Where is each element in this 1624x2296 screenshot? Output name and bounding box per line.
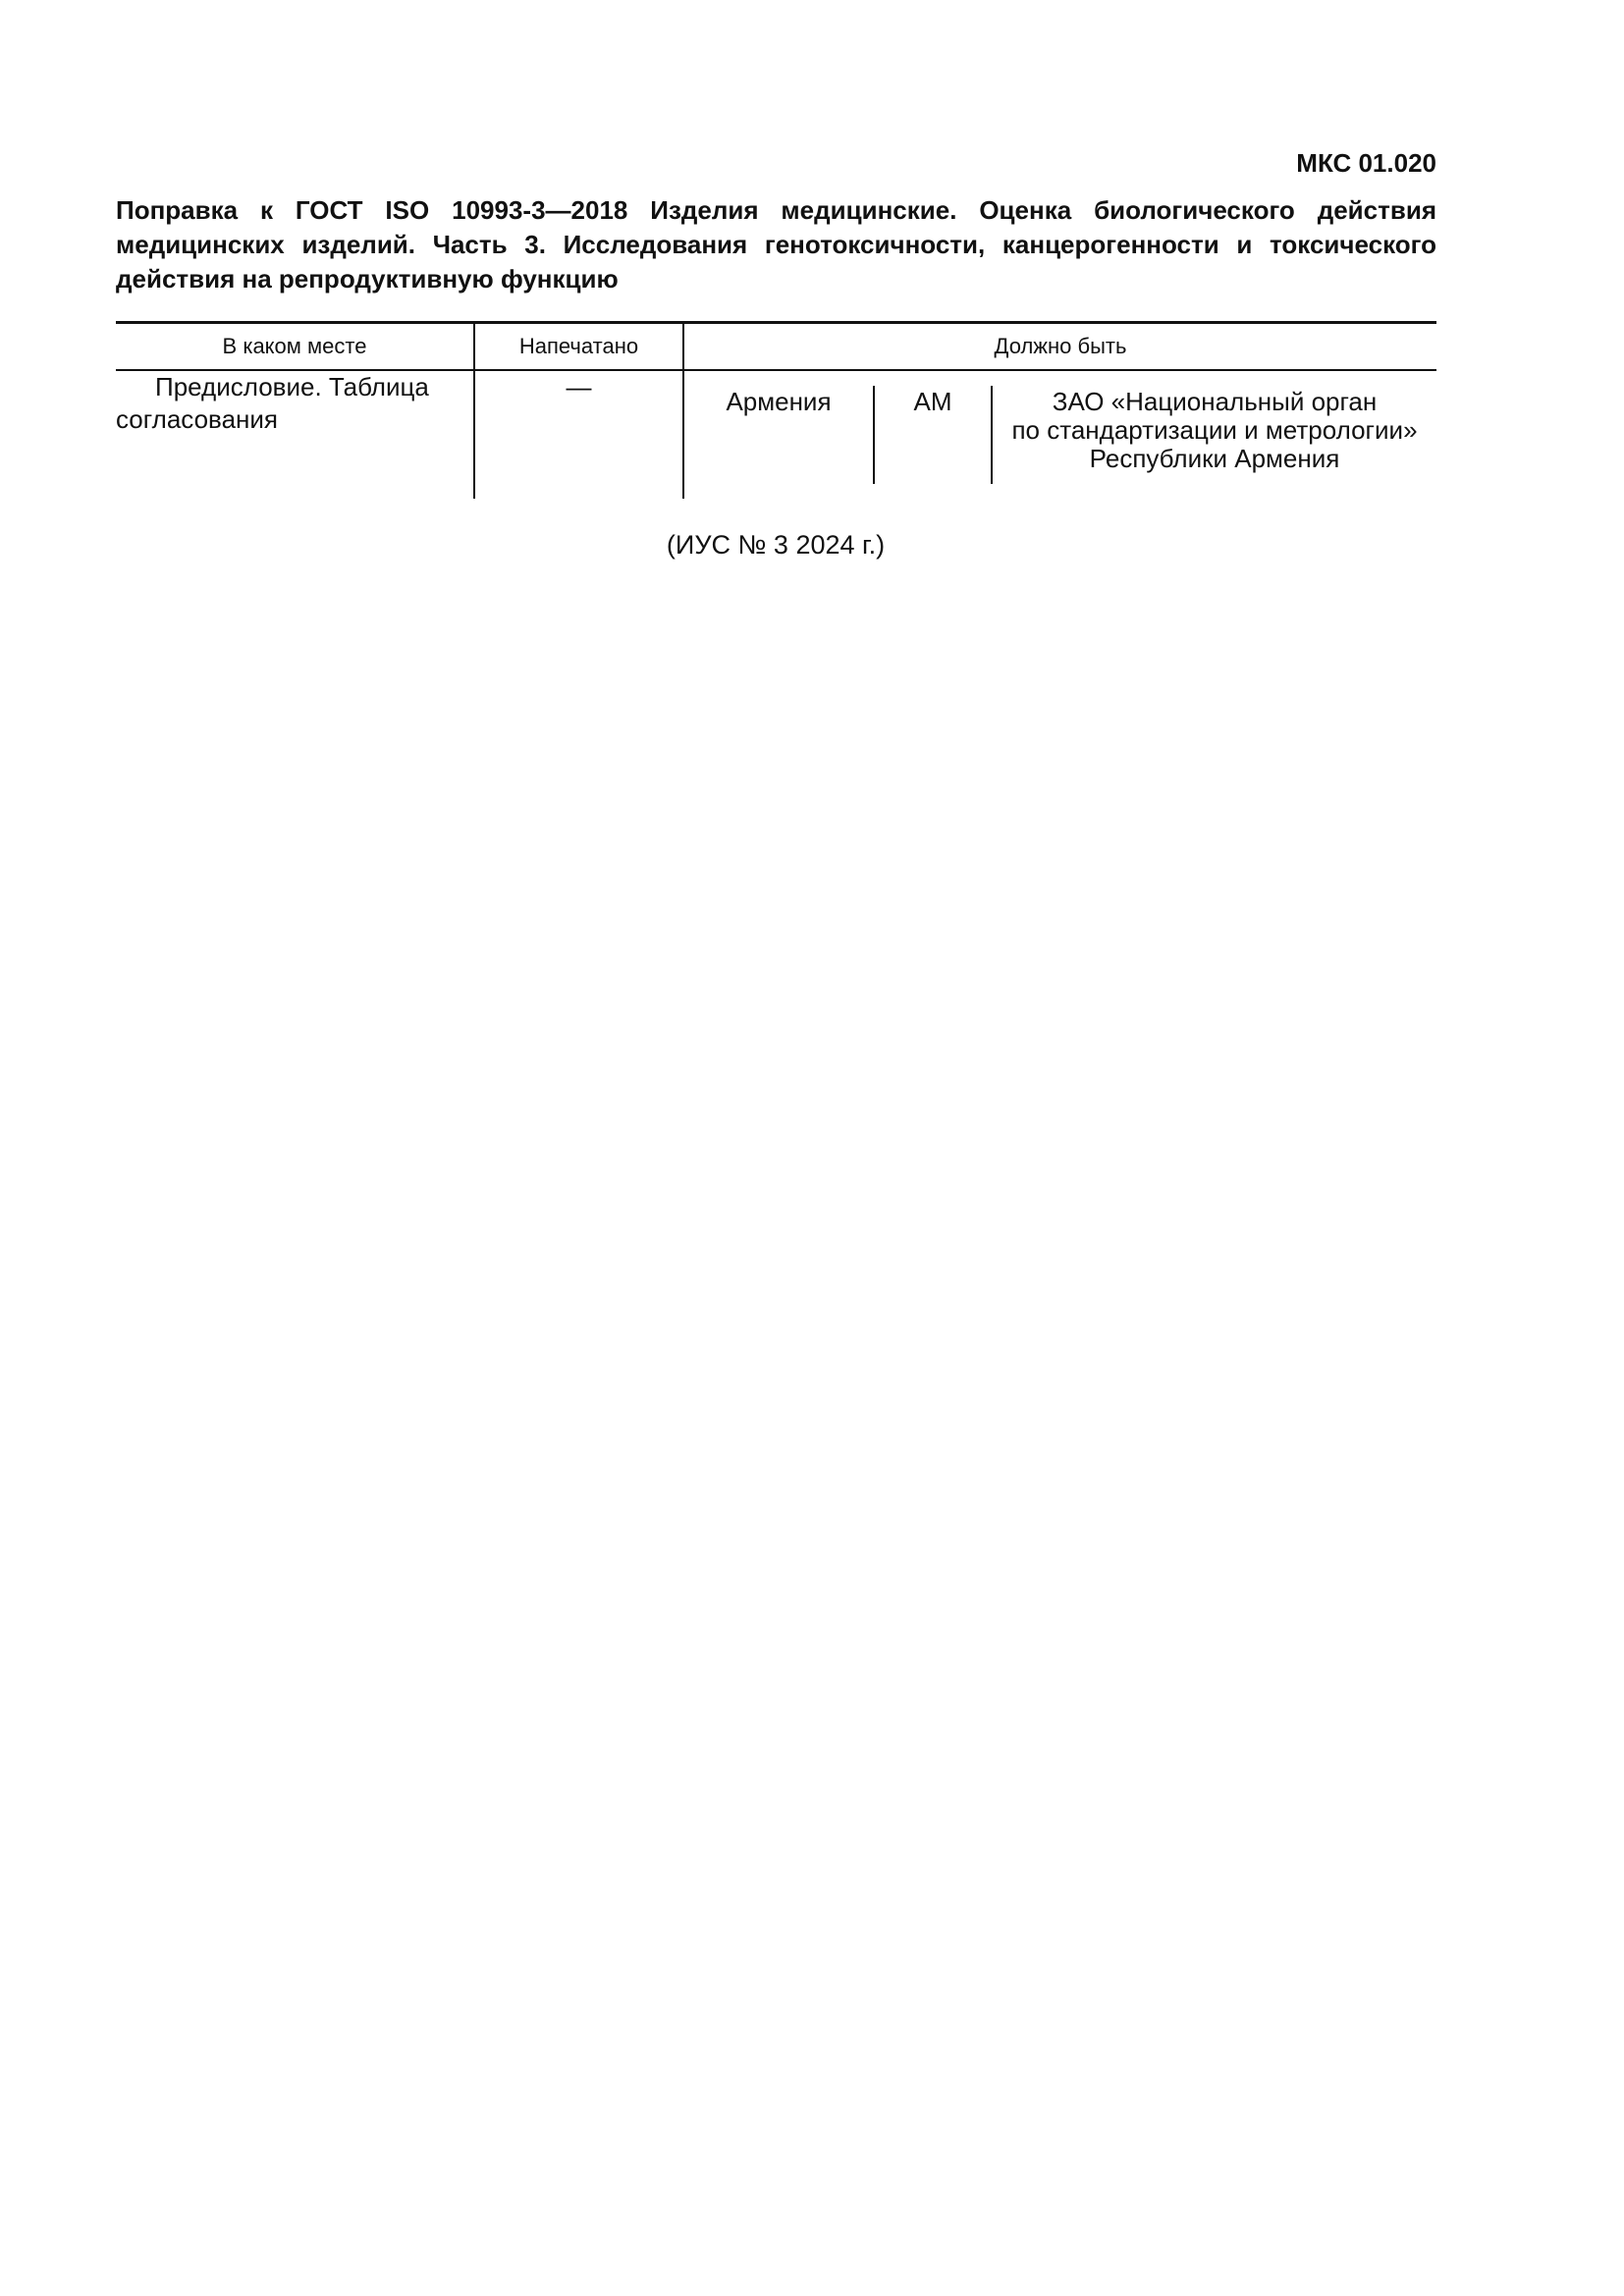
amendment-title: Поправка к ГОСТ ISO 10993-3—2018 Изделия медицинские. Оценка биологического действия медицинских изделий. Часть 3. Исследования генотоксичности, канцерогенности и токсического действия на репродуктивную функцию bbox=[116, 195, 1436, 294]
table-header-row bbox=[116, 323, 1436, 371]
where-line-1: Предисловие. Таблица bbox=[155, 372, 429, 401]
where-line-2: согласования bbox=[116, 404, 278, 434]
header-where: В каком месте bbox=[116, 323, 474, 371]
org-line-1: ЗАО «Национальный орган bbox=[1052, 387, 1378, 416]
must-be-country: Армения bbox=[684, 386, 875, 484]
cell-where bbox=[116, 370, 474, 499]
issue-note: (ИУС № 3 2024 г.) bbox=[666, 530, 886, 560]
org-line-3: Республики Армения bbox=[1089, 444, 1340, 473]
cell-printed: — bbox=[474, 370, 683, 499]
amendment-table bbox=[116, 321, 1436, 499]
classification-code: МКС 01.020 bbox=[1296, 148, 1436, 178]
must-be-content bbox=[684, 371, 1436, 484]
cell-must-be bbox=[683, 370, 1436, 499]
must-be-organization bbox=[993, 386, 1436, 484]
org-line-2: по стандартизации и метрологии» bbox=[1011, 415, 1418, 445]
must-be-country-code: AM bbox=[875, 386, 993, 484]
table-row bbox=[116, 370, 1436, 499]
header-printed: Напечатано bbox=[474, 323, 683, 371]
header-must-be: Должно быть bbox=[683, 323, 1436, 371]
